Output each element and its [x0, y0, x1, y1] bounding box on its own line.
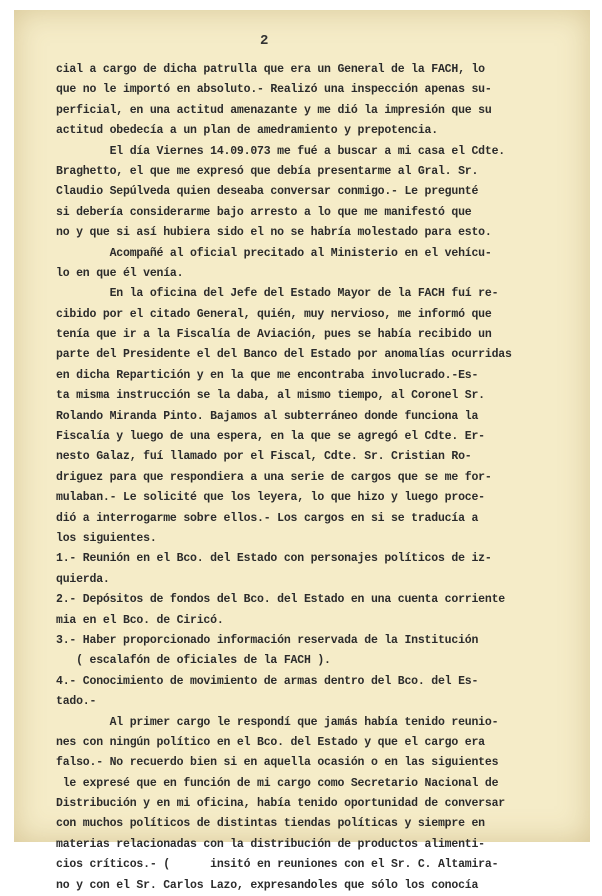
text-line: mia en el Bco. de Ciricó. — [56, 613, 224, 627]
text-line: quierda. — [56, 572, 110, 586]
text-line: driguez para que respondiera a una serie de cargos que se me for- — [56, 470, 492, 484]
text-line: le expresé que en función de mi cargo como Secretario Nacional de — [56, 776, 499, 790]
text-line: falso.- No recuerdo bien si en aquella ocasión o en las siguientes — [56, 756, 499, 770]
text-line: no y que si así hubiera sido el no se habría molestado para esto. — [56, 226, 492, 240]
text-line: En la oficina del Jefe del Estado Mayor de la FACH fuí re- — [56, 287, 499, 301]
text-line: Braghetto, el que me expresó que debía presentarme al Gral. Sr. — [56, 164, 479, 178]
text-line: lo en que él venía. — [56, 266, 184, 280]
text-line: cibido por el citado General, quién, muy nervioso, me informó que — [56, 307, 492, 321]
text-line: no y con el Sr. Carlos Lazo, expresandoles que sólo los conocía — [56, 878, 479, 892]
text-line: en dicha Repartición y en la que me encontraba involucrado.-Es- — [56, 368, 479, 382]
text-line: Fiscalía y luego de una espera, en la que se agregó el Cdte. Er- — [56, 430, 485, 444]
text-line: materias relacionadas con la distribución de productos alimenti- — [56, 837, 485, 851]
text-line: actitud obedecía a un plan de amedramiento y prepotencia. — [56, 124, 438, 138]
text-line: tenía que ir a la Fiscalía de Aviación, pues se había recibido un — [56, 328, 492, 342]
text-line: cios críticos.- ( insitó en reuniones con el Sr. C. Altamira- — [56, 858, 499, 872]
text-line: perficial, en una actitud amenazante y me dió la impresión que su — [56, 103, 492, 117]
text-line: 1.- Reunión en el Bco. del Estado con personajes políticos de iz- — [56, 552, 492, 566]
text-line: cial a cargo de dicha patrulla que era un General de la FACH, lo — [56, 63, 485, 76]
text-line: Distribución y en mi oficina, había tenido oportunidad de conversar — [56, 797, 505, 811]
text-line: tado.- — [56, 695, 97, 709]
text-line: ( escalafón de oficiales de la FACH ). — [56, 654, 331, 668]
page-number: 2 — [260, 33, 269, 49]
text-line: El día Viernes 14.09.073 me fué a buscar a mi casa el Cdte. — [56, 144, 505, 158]
text-line: Acompañé al oficial precitado al Ministerio en el vehícu- — [56, 246, 492, 260]
text-line: 3.- Haber proporcionado información reservada de la Institución — [56, 633, 479, 647]
text-line: los siguientes. — [56, 531, 157, 545]
text-line: que no le importó en absoluto.- Realizó una inspección apenas su- — [56, 83, 492, 97]
text-line: nes con ningún político en el Bco. del Estado y que el cargo era — [56, 735, 485, 749]
text-line: parte del Presidente el del Banco del Estado por anomalías ocurridas — [56, 348, 512, 362]
text-line: nesto Galaz, fuí llamado por el Fiscal, Cdte. Sr. Cristian Ro- — [56, 450, 472, 464]
document-body — [56, 60, 576, 896]
text-line: 2.- Depósitos de fondos del Bco. del Estado en una cuenta corriente — [56, 593, 505, 607]
text-line: Al primer cargo le respondí que jamás había tenido reunio- — [56, 715, 499, 729]
text-line: Rolando Miranda Pinto. Bajamos al subterráneo donde funciona la — [56, 409, 479, 423]
text-line: ta misma instrucción se la daba, al mismo tiempo, al Coronel Sr. — [56, 389, 485, 403]
text-line: dió a interrogarme sobre ellos.- Los cargos en si se traducía a — [56, 511, 479, 525]
text-line: con muchos políticos de distintas tiendas políticas y siempre en — [56, 817, 485, 831]
text-line: Claudio Sepúlveda quien deseaba conversar conmigo.- Le pregunté — [56, 185, 479, 199]
text-line: 4.- Conocimiento de movimiento de armas dentro del Bco. del Es- — [56, 674, 479, 688]
text-line: si debería considerarme bajo arresto a lo que me manifestó que — [56, 205, 472, 219]
document-page — [14, 10, 590, 892]
text-line: mulaban.- Le solicité que los leyera, lo que hizo y luego proce- — [56, 491, 485, 505]
